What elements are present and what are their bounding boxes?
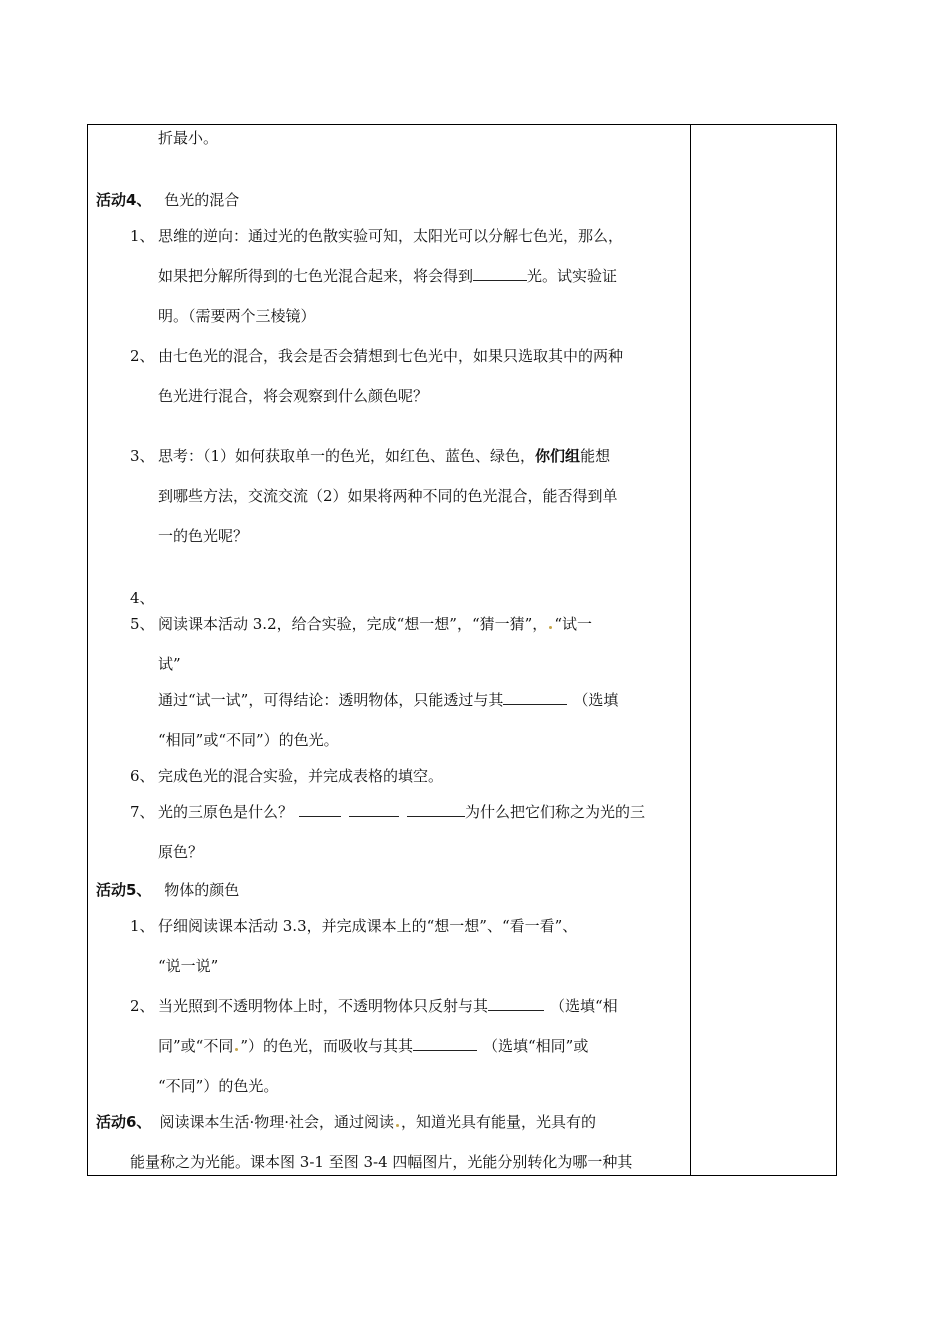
a4-item5-line2: 试” (158, 655, 181, 673)
a5-item2-line2-a: 同”或“不同 (158, 1037, 234, 1055)
a4-item7-number: 7、 (130, 803, 155, 821)
a5-item2-line1 (158, 996, 618, 1016)
a4-item3-line1 (158, 446, 610, 466)
column-divider (690, 124, 691, 1176)
a4-item1-line3: 明。（需要两个三棱镜） (158, 307, 316, 325)
a5-item2-line1-a: 当光照到不透明物体上时，不透明物体只反射与其 (158, 997, 489, 1015)
a4-item4-number: 4、 (130, 589, 155, 607)
a4-item2-line2: 色光进行混合，将会观察到什么颜色呢？ (158, 387, 429, 405)
a4-item3-line2: 到哪些方法，交流交流（2）如果将两种不同的色光混合，能否得到单 (158, 487, 618, 505)
a5-item1-line1: 仔细阅读课本活动 3.3，并完成课本上的“想一想”、“看一看”、 (158, 917, 578, 935)
a5-item1-number: 1、 (130, 917, 155, 935)
a4-item5-line1-a: 阅读课本活动 3.2，给合实验，完成“想一想”，“猜一猜”， (158, 615, 548, 633)
blank-mixed-light[interactable] (473, 266, 527, 281)
a4-item1-line1: 思维的逆向：通过光的色散实验可知，太阳光可以分解七色光，那么， (158, 227, 624, 245)
a5-item2-line2-c: （选填“相同”或 (483, 1037, 589, 1055)
activity5-title: 物体的颜色 (164, 881, 240, 899)
a4-item5-line1-b: “试一 (554, 615, 592, 633)
a4-item3-line1-bold: 你们组 (535, 447, 581, 465)
activity6-label: 活动6、 (96, 1113, 152, 1131)
a4-item6-number: 6、 (130, 767, 155, 785)
a4-item5-line3-a: 通过“试一试”，可得结论：透明物体，只能透过与其 (158, 691, 504, 709)
a4-item1-line2-a: 如果把分解所得到的七色光混合起来，将会得到 (158, 267, 474, 285)
a4-item7-line1 (158, 802, 645, 822)
a5-item2-line1-b: （选填“相 (550, 997, 618, 1015)
dot-mark (235, 1048, 238, 1051)
activity5-heading (96, 880, 239, 900)
activity6-line1-a: 阅读课本生活·物理·社会，通过阅读 (159, 1113, 394, 1131)
activity4-heading (96, 190, 239, 210)
a4-item2-number: 2、 (130, 347, 155, 365)
a4-item7-line2: 原色？ (158, 843, 204, 861)
a4-item5-line3-b: （选填 (573, 691, 619, 709)
a5-item2-line2-b: ”）的色光，而吸收与其其 (240, 1037, 414, 1055)
activity6-line2: 能量称之为光能。课本图 3-1 至图 3-4 四幅图片，光能分别转化为哪一种其 (130, 1153, 633, 1171)
a4-item5-line1 (158, 614, 592, 634)
blank-primary-color-1[interactable] (299, 802, 341, 817)
a4-item3-number: 3、 (130, 447, 155, 465)
dot-mark (549, 626, 552, 629)
a4-item6-line1: 完成色光的混合实验，并完成表格的填空。 (158, 767, 444, 785)
a4-item3-line1-c: 能想 (580, 447, 611, 465)
activity4-label: 活动4、 (96, 191, 152, 209)
a4-item7-line1-a: 光的三原色是什么？ (158, 803, 294, 821)
activity6-line1 (96, 1112, 596, 1132)
activity5-label: 活动5、 (96, 881, 152, 899)
a4-item1-number: 1、 (130, 227, 155, 245)
blank-primary-color-3[interactable] (407, 802, 465, 817)
activity3-tail: 折最小。 (158, 129, 219, 147)
a4-item5-line3 (158, 690, 618, 710)
a4-item5-number: 5、 (130, 615, 155, 633)
a4-item1-line2-b: 光。试实验证 (527, 267, 618, 285)
blank-primary-color-2[interactable] (349, 802, 399, 817)
blank-opaque-absorb[interactable] (413, 1036, 477, 1051)
a4-item7-line1-b: 为什么把它们称之为光的三 (465, 803, 646, 821)
a5-item2-line2 (158, 1036, 588, 1056)
activity4-title: 色光的混合 (164, 191, 240, 209)
activity6-line1-b: ，知道光具有能量，光具有的 (400, 1113, 596, 1131)
blank-transparent-object[interactable] (503, 690, 567, 705)
a4-item2-line1: 由七色光的混合，我会是否会猜想到七色光中，如果只选取其中的两种 (158, 347, 624, 365)
a5-item2-line3: “不同”）的色光。 (158, 1077, 279, 1095)
a5-item2-number: 2、 (130, 997, 155, 1015)
a4-item1-line2 (158, 266, 617, 286)
a4-item3-line3: 一的色光呢？ (158, 527, 249, 545)
a4-item5-line4: “相同”或“不同”）的色光。 (158, 731, 339, 749)
dot-mark (396, 1124, 399, 1127)
blank-opaque-reflect[interactable] (488, 996, 544, 1011)
a5-item1-line2: “说一说” (158, 957, 219, 975)
a4-item3-line1-a: 思考：（1）如何获取单一的色光，如红色、蓝色、绿色， (158, 447, 536, 465)
